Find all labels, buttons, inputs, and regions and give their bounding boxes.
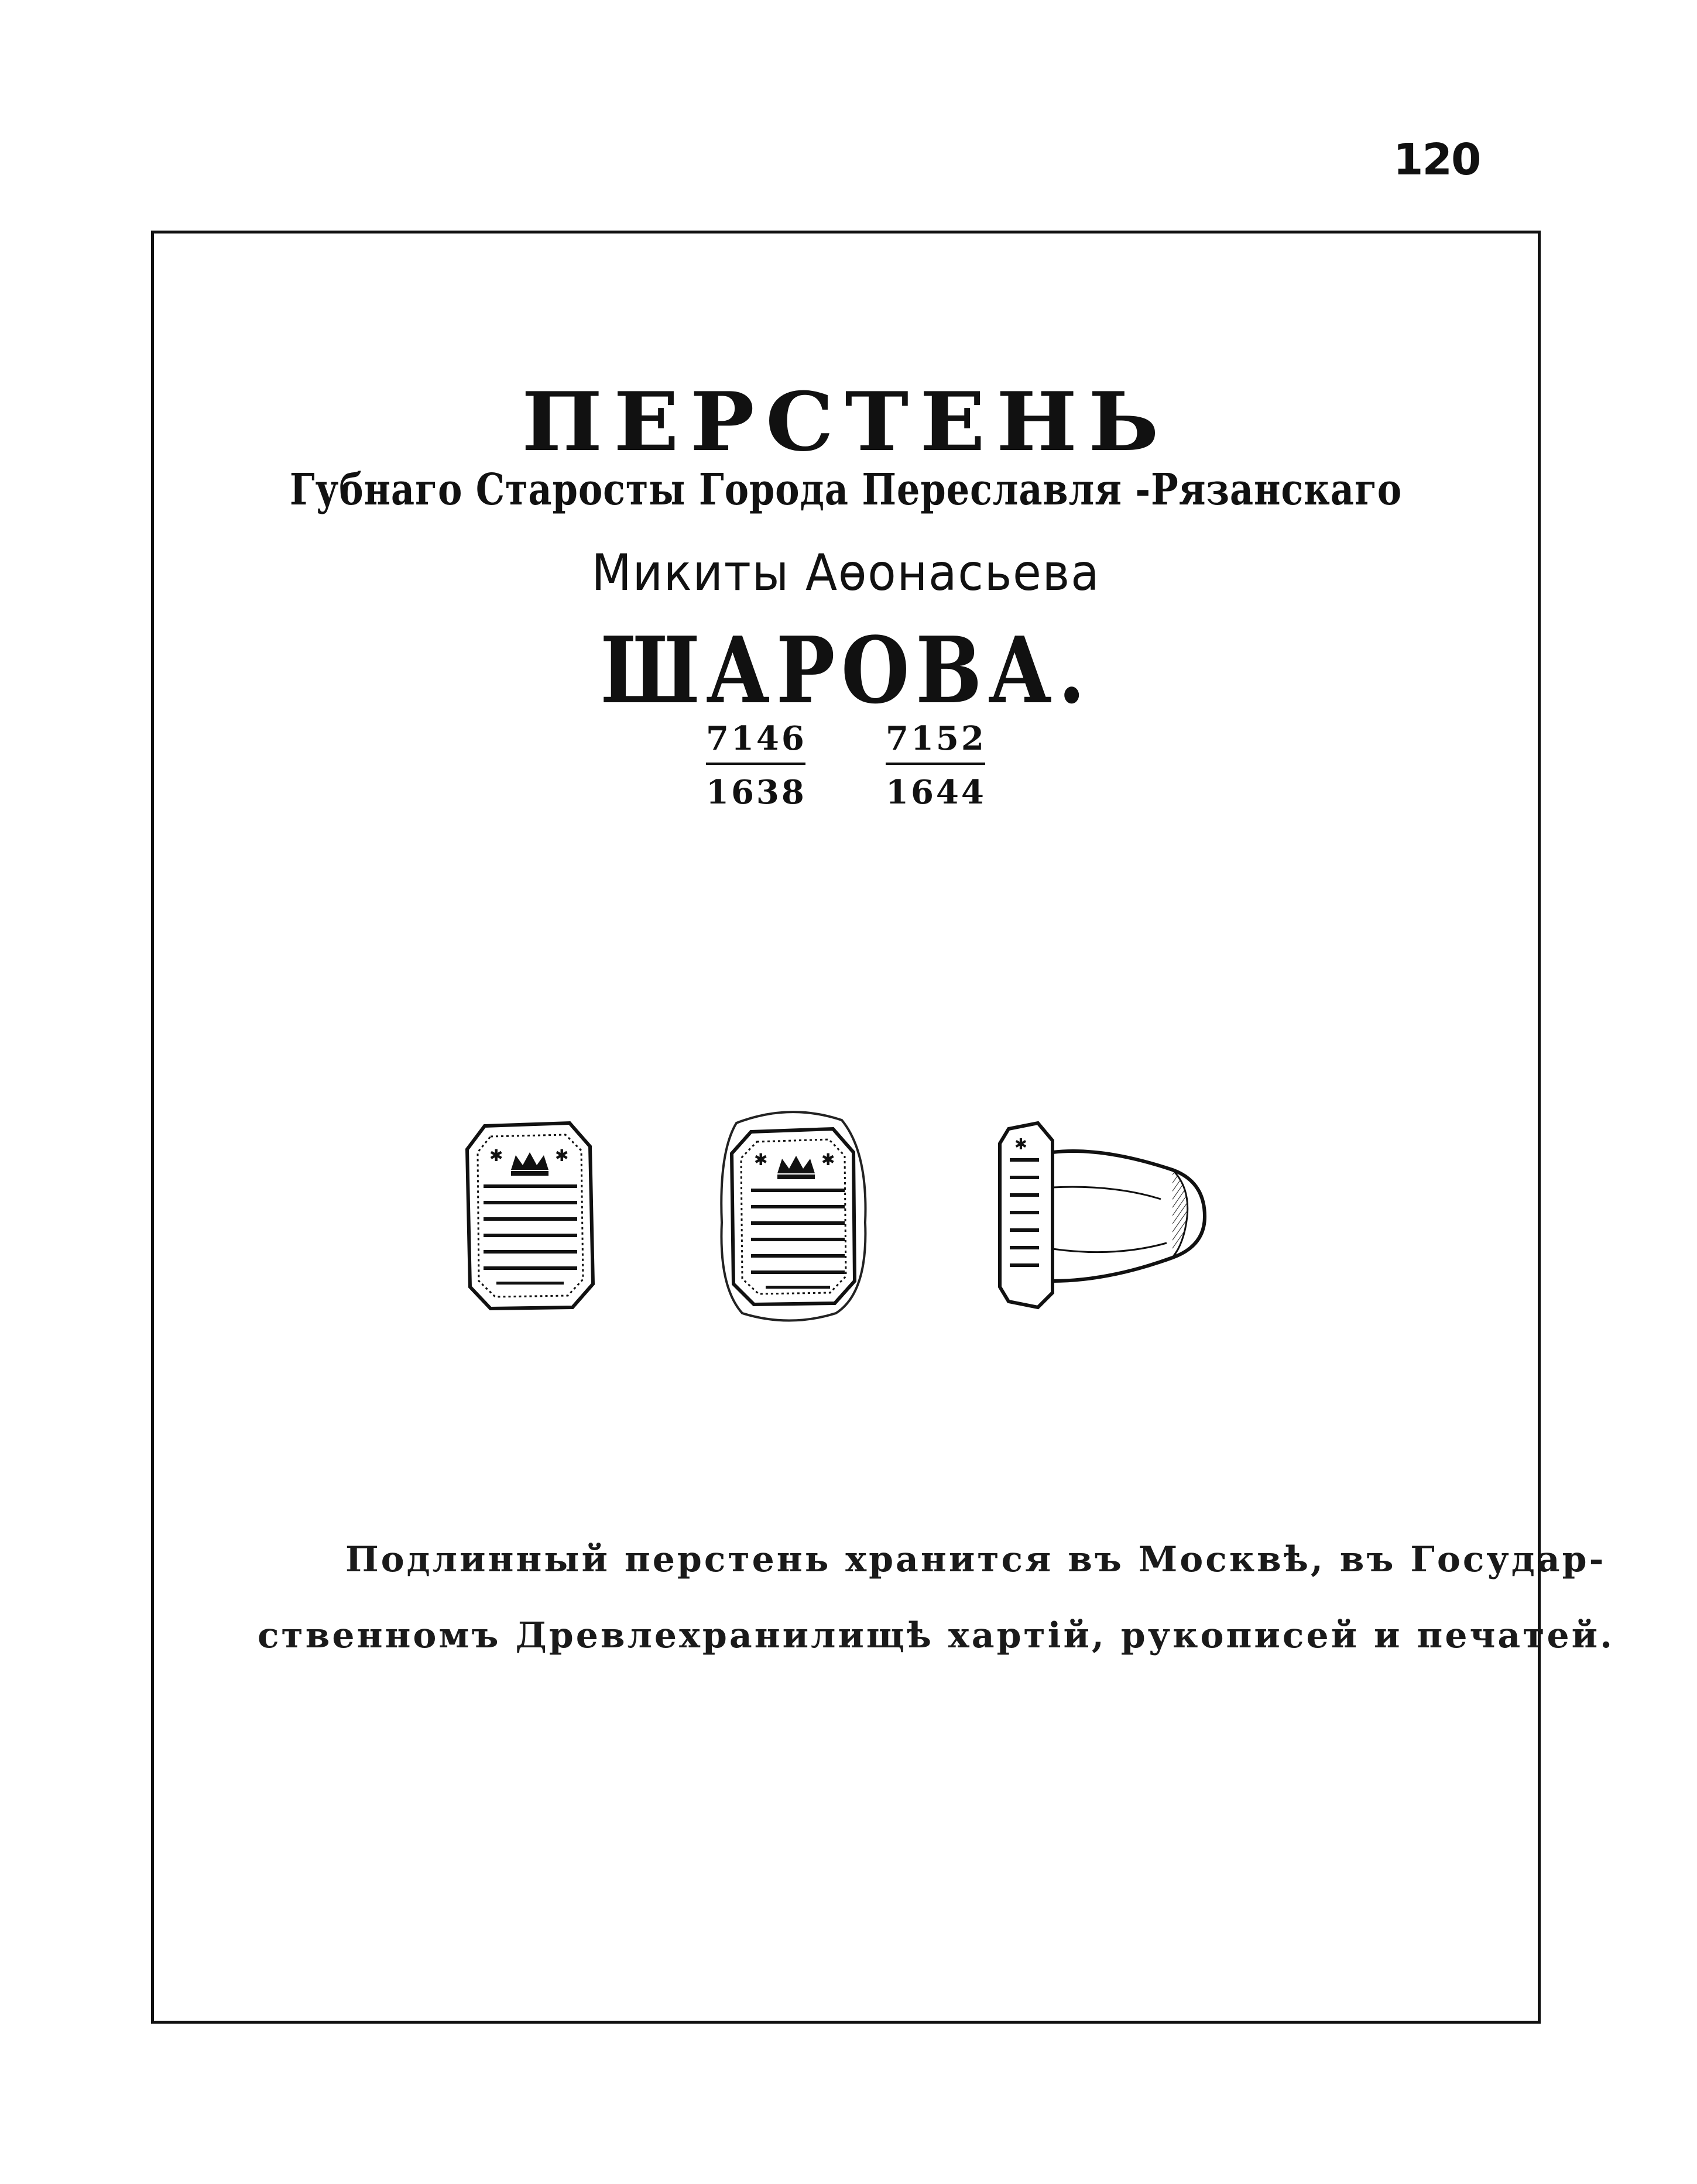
owner-name: Микиты Аѳонасьева xyxy=(591,544,1101,602)
footer-line-2: ственномъ Древлехранилищѣ хартій, рукописей и печатей. xyxy=(258,1615,1615,1656)
date-2-top: 7152 xyxy=(886,719,985,765)
footer-line-1: Подлинный перстень хранится въ Москвѣ, въ Государ- xyxy=(345,1539,1606,1580)
page-number: 120 xyxy=(1393,135,1480,185)
date-2-bottom: 1644 xyxy=(886,773,986,812)
crown-icon xyxy=(777,1156,815,1179)
svg-text:✱: ✱ xyxy=(754,1150,768,1169)
svg-text:✱: ✱ xyxy=(1014,1136,1027,1153)
page-frame xyxy=(151,231,1615,2024)
owner-surname: ШАРОВА. xyxy=(600,617,1092,724)
svg-text:✱: ✱ xyxy=(821,1150,835,1169)
svg-text:✱: ✱ xyxy=(555,1146,569,1165)
svg-text:✱: ✱ xyxy=(489,1146,503,1165)
date-1-top: 7146 xyxy=(706,719,805,765)
crown-icon xyxy=(511,1152,548,1176)
ring-side-view-image xyxy=(1000,1123,1205,1307)
subtitle: Губнаго Старосты Города Переславля -Рязанскаго xyxy=(289,465,1403,515)
ring-illustrations xyxy=(154,233,1615,2021)
date-1-bottom: 1638 xyxy=(706,773,807,812)
title: ПЕРСТЕНЬ xyxy=(522,374,1170,469)
seal-impression-image xyxy=(721,1112,865,1320)
footer-note xyxy=(258,1522,1615,1674)
seal-matrix-image xyxy=(467,1123,593,1309)
